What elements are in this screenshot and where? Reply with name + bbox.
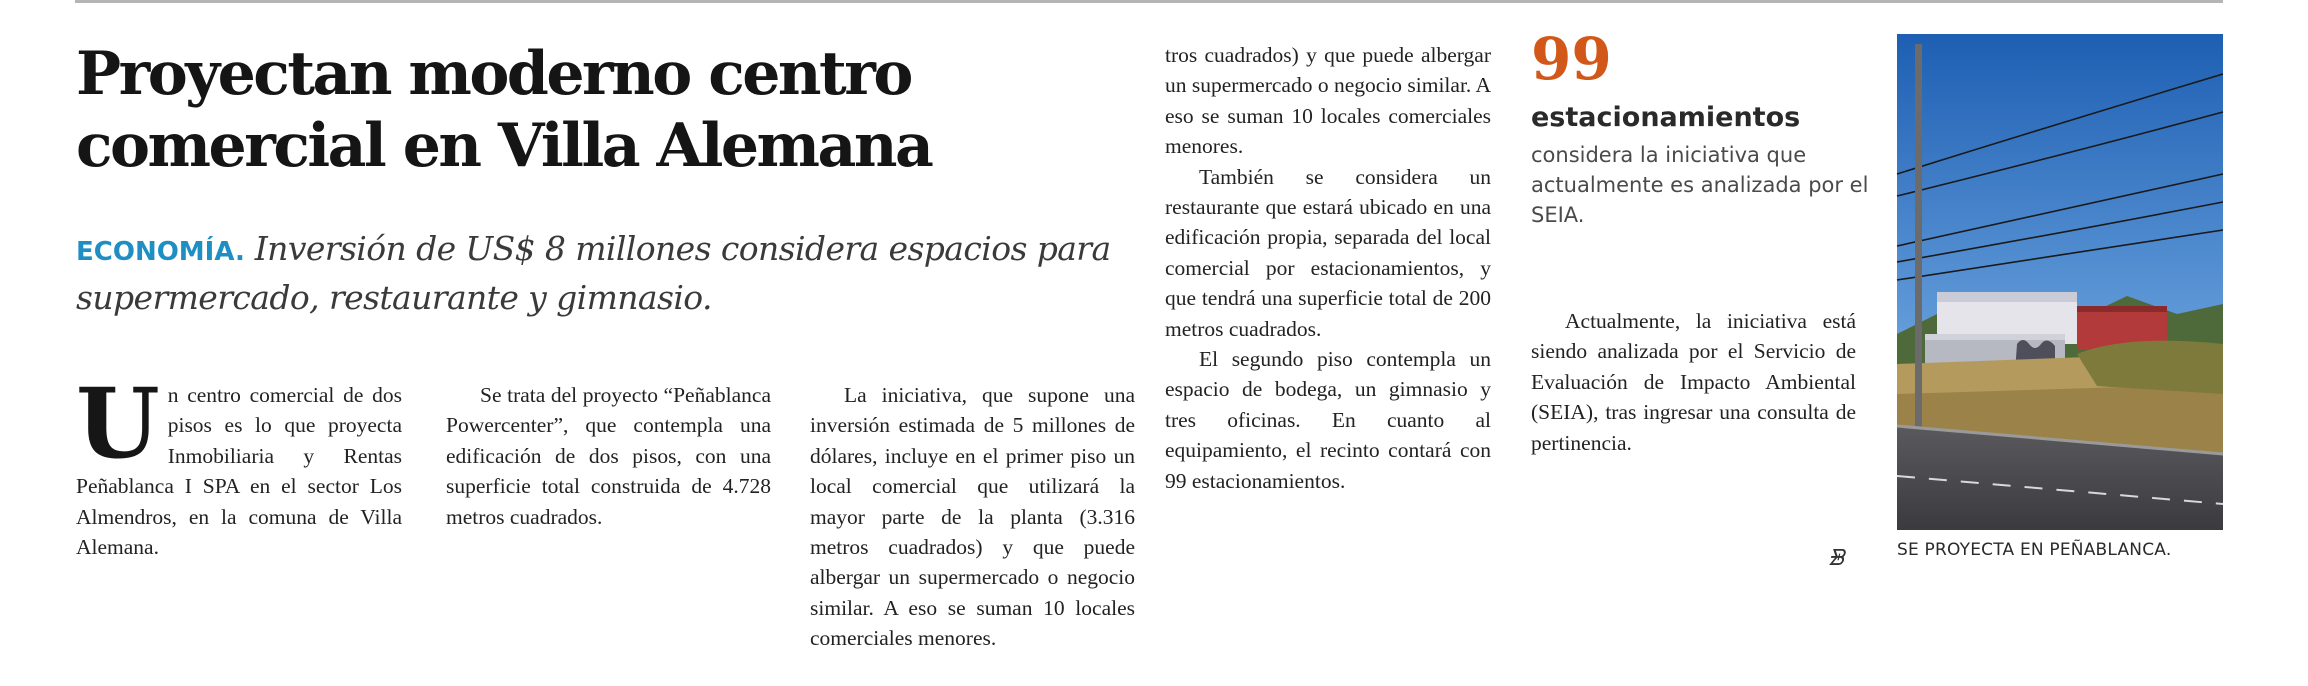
top-rule: [75, 0, 2223, 3]
headline-line-2: comercial en Villa Alemana: [76, 111, 932, 181]
paragraph-3: La iniciativa, que supone una inversión estimada de 5 millones de dólares, incluye en el primer piso un local comercial que utilizará la mayor parte de la planta (3.316 metros cuadrados) y que puede albergar un supermercado o negocio similar. A eso se suman 10 locales comerciales menores.: [810, 383, 1135, 651]
photo-caption: SE PROYECTA EN PEÑABLANCA.: [1897, 540, 2172, 560]
end-mark-icon: ᗾ: [1828, 546, 1844, 571]
drop-cap: U: [76, 367, 160, 480]
headline: [76, 38, 1116, 182]
column-4: [1165, 40, 1491, 496]
headline-line-1: Proyectan moderno centro: [76, 39, 911, 109]
paragraph-1: n centro comercial de dos pisos es lo que proyecta Inmobiliaria y Rentas Peñablanca I SPA en el sector Los Almendros, en la comuna de Villa Alemana.: [76, 383, 402, 560]
stat-text: considera la iniciativa que actualmente es analizada por el SEIA.: [1531, 143, 1869, 227]
deck-text: Inversión de US$ 8 millones considera espacios para supermercado, restaurante y gimnasio.: [76, 229, 1111, 317]
column-5: [1531, 306, 1856, 458]
column-2: [446, 380, 771, 532]
paragraph-3-continued: tros cuadrados) y que puede albergar un supermercado o negocio similar. A eso se suman 10 locales comerciales menores.: [1165, 43, 1492, 159]
paragraph-5: El segundo piso contempla un espacio de bodega, un gimnasio y tres oficinas. En cuanto al equipamiento, el recinto contará con 99 estacionamientos.: [1165, 347, 1491, 493]
stat-number: 99: [1531, 25, 1612, 93]
paragraph-2: Se trata del proyecto “Peñablanca Powercenter”, que contempla una edificación de dos pisos, con una superficie total construida de 4.728 metros cuadrados.: [446, 383, 771, 529]
deck: [76, 226, 1136, 321]
column-3: [810, 380, 1135, 651]
column-1: [76, 367, 402, 562]
section-kicker: ECONOMÍA.: [76, 237, 245, 267]
paragraph-4: También se considera un restaurante que estará ubicado en una edificación propia, separada del local comercial por estacionamientos, y que tendrá una superficie total de 200 metros cuadrados.: [1165, 164, 1491, 341]
photo-street-lot: [1897, 34, 2223, 530]
stat-title: estacionamientos: [1531, 102, 1801, 133]
paragraph-6: Actualmente, la iniciativa está siendo analizada por el Servicio de Evaluación de Impacto Ambiental (SEIA), tras ingresar una consulta de pertinencia.: [1531, 309, 1856, 455]
